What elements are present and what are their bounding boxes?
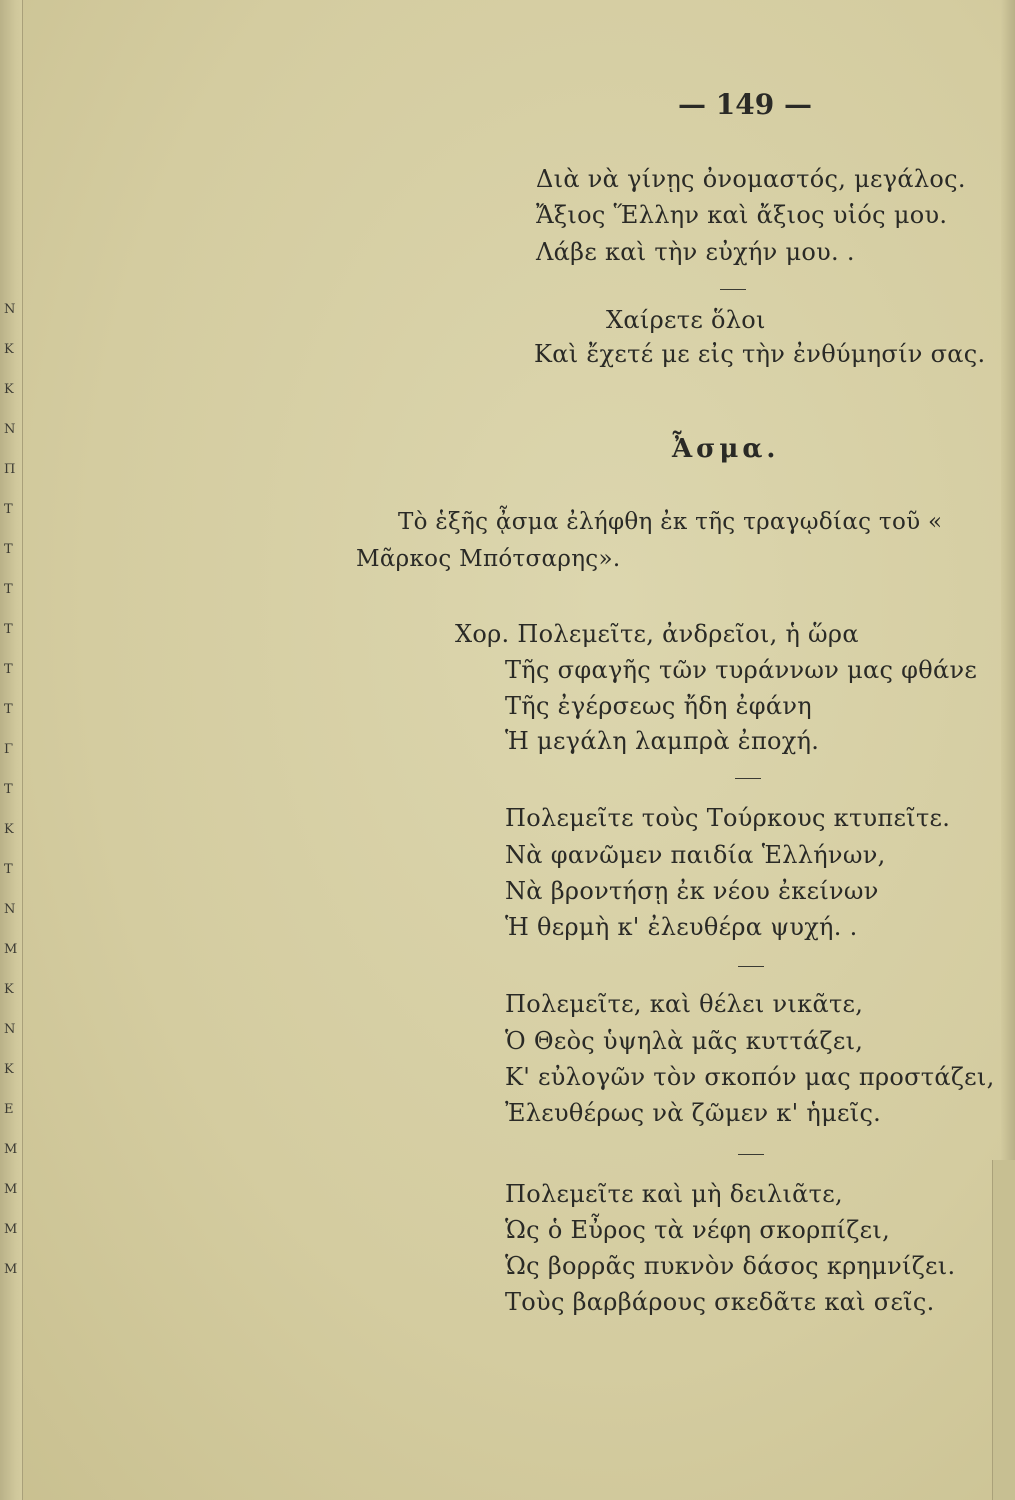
chorus1-line-3: Τῆς ἐγέρσεως ἤδη ἐφάνη [505, 692, 812, 720]
chorus1-line-4: Ἡ μεγάλη λαμπρὰ ἐποχή. [505, 727, 820, 755]
stanza-divider-3 [738, 966, 764, 967]
chorus2-line-4: Ἡ θερμὴ κ' ἐλευθέρα ψυχή. . [505, 913, 858, 941]
facing-page-margin-fragments: N K K N Π T T T T T T Γ T K T N M K N K E M M M M [4, 302, 18, 1277]
stanza-divider-1 [720, 289, 746, 290]
stanza1-line-2: Ἄξιος Ἕλλην καὶ ἄξιος υἱός μου. [536, 201, 948, 229]
stanza1-line-3: Λάβε καὶ τὴν εὐχήν μου. . [536, 238, 855, 266]
chorus4-line-2: Ὡς ὁ Εὖρος τὰ νέφη σκορπίζει, [505, 1216, 891, 1244]
chorus3-line-2: Ὁ Θεὸς ὑψηλὰ μᾶς κυττάζει, [505, 1027, 864, 1055]
stanza-divider-4 [738, 1154, 764, 1155]
chorus3-line-1: Πολεμεῖτε, καὶ θέλει νικᾶτε, [505, 990, 864, 1018]
chorus4-line-4: Τοὺς βαρβάρους σκεδᾶτε καὶ σεῖς. [505, 1288, 935, 1316]
chorus1-line-1: Χορ. Πολεμεῖτε, ἀνδρεῖοι, ἡ ὥρα [455, 620, 859, 648]
chorus3-line-4: Ἐλευθέρως νὰ ζῶμεν κ' ἡμεῖς. [505, 1099, 882, 1127]
page-number: — 149 — [678, 88, 812, 121]
stanza1-line-1: Διὰ νὰ γίνῃς ὀνομαστός, μεγάλος. [536, 165, 966, 193]
chorus2-line-1: Πολεμεῖτε τοὺς Τούρκους κτυπεῖτε. [505, 804, 951, 832]
stanza-divider-2 [735, 778, 761, 779]
chorus2-line-3: Νὰ βροντήσῃ ἐκ νέου ἐκείνων [505, 877, 879, 905]
chorus2-line-2: Νὰ φανῶμεν παιδία Ἑλλήνων, [505, 841, 886, 869]
intro-line-2: Μᾶρκος Μπότσαρης». [356, 546, 621, 572]
stanza2-line-1: Χαίρετε ὅλοι [606, 306, 766, 334]
chorus1-line-2: Τῆς σφαγῆς τῶν τυράννων μας φθάνε [505, 656, 978, 684]
chorus4-line-1: Πολεμεῖτε καὶ μὴ δειλιᾶτε, [505, 1180, 843, 1208]
stanza2-line-2: Καὶ ἔχετέ με εἰς τὴν ἐνθύμησίν σας. [534, 340, 986, 368]
chorus3-line-3: Κ' εὐλογῶν τὸν σκοπόν μας προστάζει, [505, 1063, 995, 1091]
section-heading: Ἆσμα. [672, 434, 780, 464]
intro-line-1: Τὸ ἑξῆς ᾆσμα ἐλήφθη ἐκ τῆς τραγῳδίας τοῦ « [398, 509, 943, 535]
chorus4-line-3: Ὡς βορρᾶς πυκνὸν δάσος κρημνίζει. [505, 1252, 956, 1280]
right-page-tab [992, 1160, 1015, 1500]
